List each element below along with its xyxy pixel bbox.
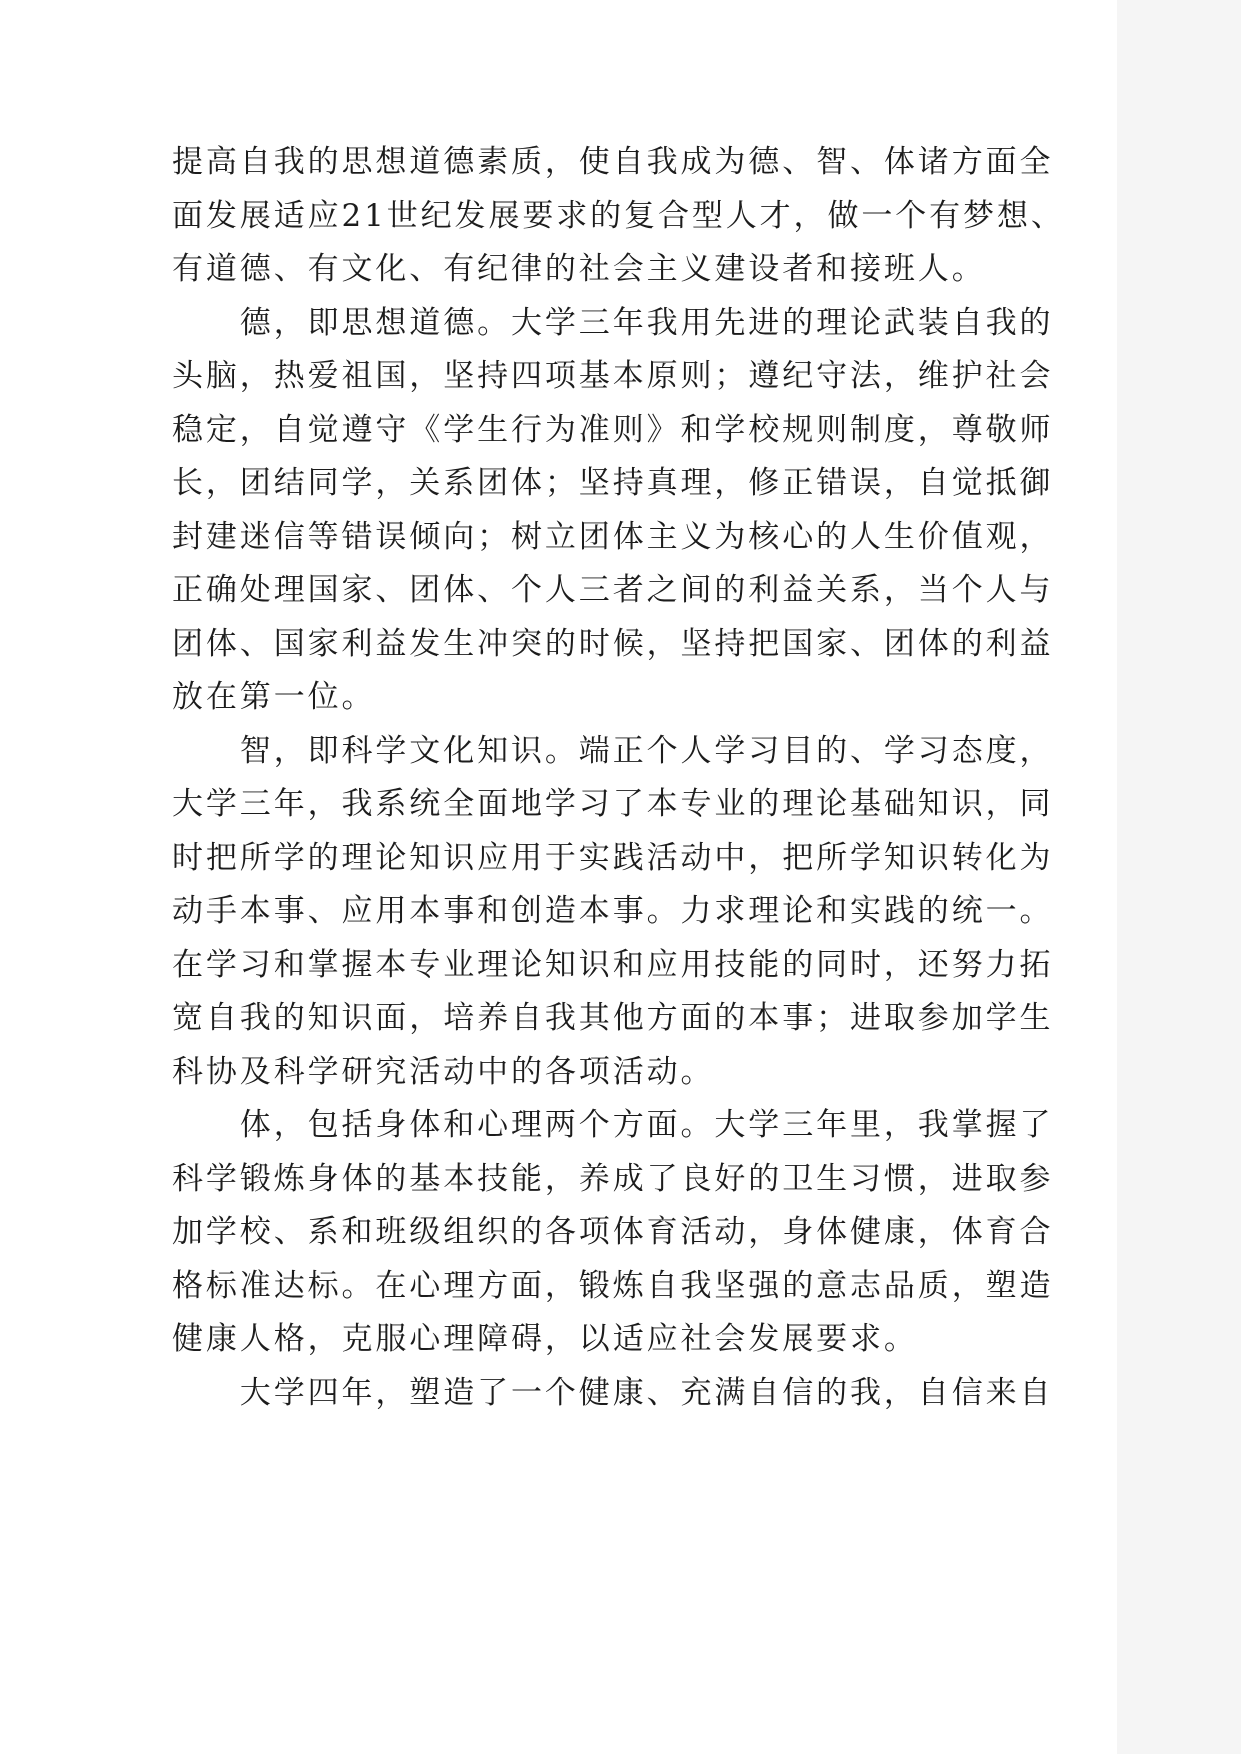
text-line: 稳定，自觉遵守《学生行为准则》和学校规则制度，尊敬师: [172, 411, 1054, 448]
text-line: 健康人格，克服心理障碍，以适应社会发展要求。: [172, 1321, 918, 1357]
text-line: 长，团结同学，关系团体；坚持真理，修正错误，自觉抵御: [172, 465, 1054, 501]
text-line: 智，即科学文化知识。端正个人学习目的、学习态度，: [172, 732, 1054, 769]
text-line: 大学四年，塑造了一个健康、充满自信的我，自信来自: [172, 1374, 1054, 1411]
text-line: 时把所学的理论知识应用于实践活动中，把所学知识转化为: [172, 839, 1054, 876]
text-line: 放在第一位。: [172, 679, 376, 715]
text-line: 提高自我的思想道德素质，使自我成为德、智、体诸方面全: [172, 144, 1054, 180]
text-line: 宽自我的知识面，培养自我其他方面的本事；进取参加学生: [172, 1000, 1054, 1036]
text-line: 大学三年，我系统全面地学习了本专业的理论基础知识，同: [172, 786, 1054, 822]
text-line: 加学校、系和班级组织的各项体育活动，身体健康，体育合: [172, 1214, 1054, 1250]
text-line: 面发展适应21世纪发展要求的复合型人才，做一个有梦想、: [172, 197, 1065, 234]
text-line: 头脑，热爱祖国，坚持四项基本原则；遵纪守法，维护社会: [172, 358, 1054, 394]
text-line: 封建迷信等错误倾向；树立团体主义为核心的人生价值观，: [172, 518, 1054, 555]
body-text: [172, 136, 1065, 1420]
text-line: 有道德、有文化、有纪律的社会主义建设者和接班人。: [172, 251, 986, 287]
text-line: 正确处理国家、团体、个人三者之间的利益关系，当个人与: [172, 572, 1054, 608]
text-line: 在学习和掌握本专业理论知识和应用技能的同时，还努力拓: [172, 946, 1054, 983]
text-line: 德，即思想道德。大学三年我用先进的理论武装自我的: [172, 304, 1054, 341]
text-line: 科学锻炼身体的基本技能，养成了良好的卫生习惯，进取参: [172, 1160, 1054, 1197]
text-line: 科协及科学研究活动中的各项活动。: [172, 1053, 715, 1090]
text-line: 团体、国家利益发生冲突的时候，坚持把国家、团体的利益: [172, 625, 1054, 662]
text-line: 体，包括身体和心理两个方面。大学三年里，我掌握了: [172, 1107, 1054, 1143]
text-line: 动手本事、应用本事和创造本事。力求理论和实践的统一。: [172, 893, 1054, 929]
text-line: 格标准达标。在心理方面，锻炼自我坚强的意志品质，塑造: [172, 1267, 1054, 1304]
